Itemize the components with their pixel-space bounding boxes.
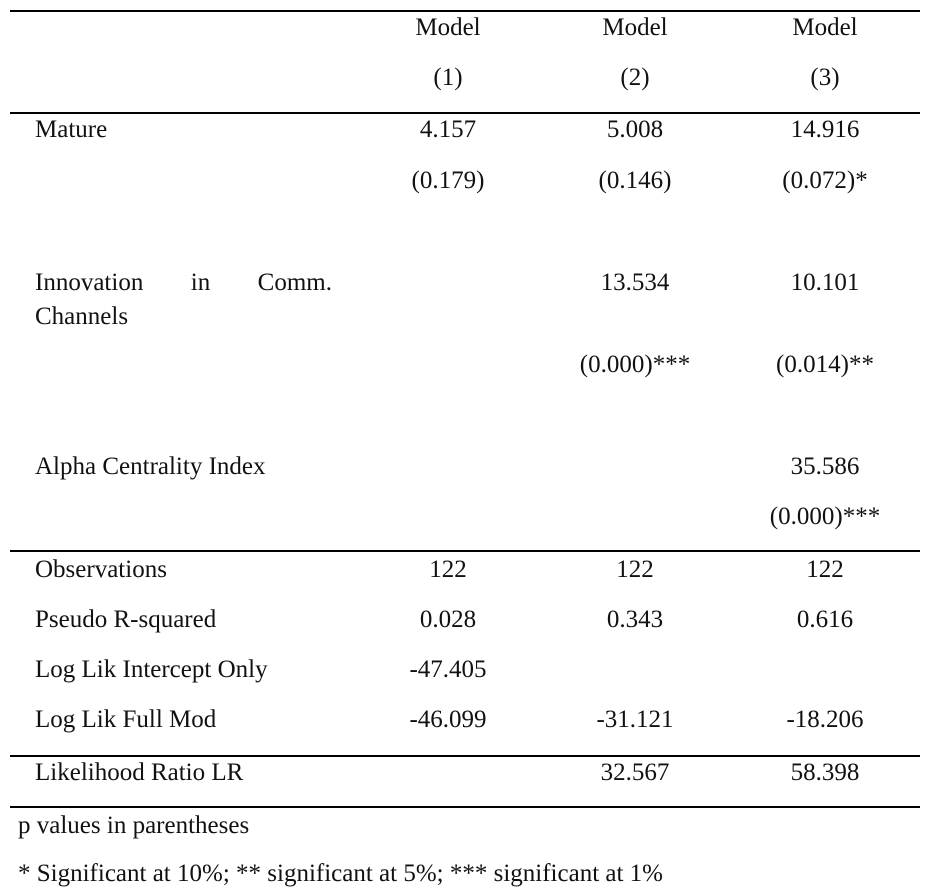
header-model3-number: (3): [810, 64, 840, 91]
top-rule: [10, 10, 920, 12]
stats-rule: [10, 550, 920, 552]
header-model2-number: (2): [620, 64, 650, 91]
loglik-full-model2: -31.121: [596, 706, 674, 733]
row-label-pseudo-r2: Pseudo R-squared: [35, 606, 217, 633]
row-label-lr: Likelihood Ratio LR: [35, 759, 244, 786]
note-pvalues: p values in parentheses: [18, 812, 250, 839]
loglik-intercept-model1: -47.405: [409, 656, 487, 683]
row-label-mature: Mature: [35, 116, 108, 143]
row-label-loglik-intercept: Log Lik Intercept Only: [35, 656, 268, 683]
row-label-loglik-full: Log Lik Full Mod: [35, 706, 217, 733]
note-significance: * Significant at 10%; ** significant at 5%; *** significant at 1%: [18, 860, 664, 887]
header-model1-name: Model: [415, 14, 481, 41]
lr-rule: [10, 755, 920, 757]
mature-pval-model2: (0.146): [598, 167, 672, 194]
loglik-full-model1: -46.099: [409, 706, 487, 733]
alpha-pval-model3: (0.000)***: [769, 503, 881, 530]
pseudo-r2-model1: 0.028: [419, 606, 477, 633]
observations-model3: 122: [806, 556, 844, 583]
header-model3-name: Model: [792, 14, 858, 41]
mature-coef-model2: 5.008: [606, 116, 664, 143]
pseudo-r2-model2: 0.343: [606, 606, 664, 633]
observations-model1: 122: [429, 556, 467, 583]
header-rule: [10, 112, 920, 114]
innovation-coef-model2: 13.534: [600, 269, 670, 296]
lr-model3: 58.398: [790, 759, 860, 786]
innovation-pval-model3: (0.014)**: [776, 351, 874, 378]
bottom-rule: [10, 806, 920, 808]
mature-pval-model3: (0.072)*: [782, 167, 868, 194]
mature-coef-model3: 14.916: [790, 116, 860, 143]
header-model2-name: Model: [602, 14, 668, 41]
innovation-pval-model2: (0.000)***: [579, 351, 691, 378]
row-label-observations: Observations: [35, 556, 167, 583]
header-model1-number: (1): [433, 64, 463, 91]
lr-model2: 32.567: [600, 759, 670, 786]
row-label-alpha: Alpha Centrality Index: [35, 453, 266, 480]
innovation-coef-model3: 10.101: [790, 269, 860, 296]
pseudo-r2-model3: 0.616: [796, 606, 854, 633]
observations-model2: 122: [616, 556, 654, 583]
mature-coef-model1: 4.157: [419, 116, 477, 143]
row-label-innovation: Innovation in Comm. Channels: [35, 269, 332, 330]
alpha-coef-model3: 35.586: [790, 453, 860, 480]
loglik-full-model3: -18.206: [786, 706, 864, 733]
mature-pval-model1: (0.179): [411, 167, 485, 194]
